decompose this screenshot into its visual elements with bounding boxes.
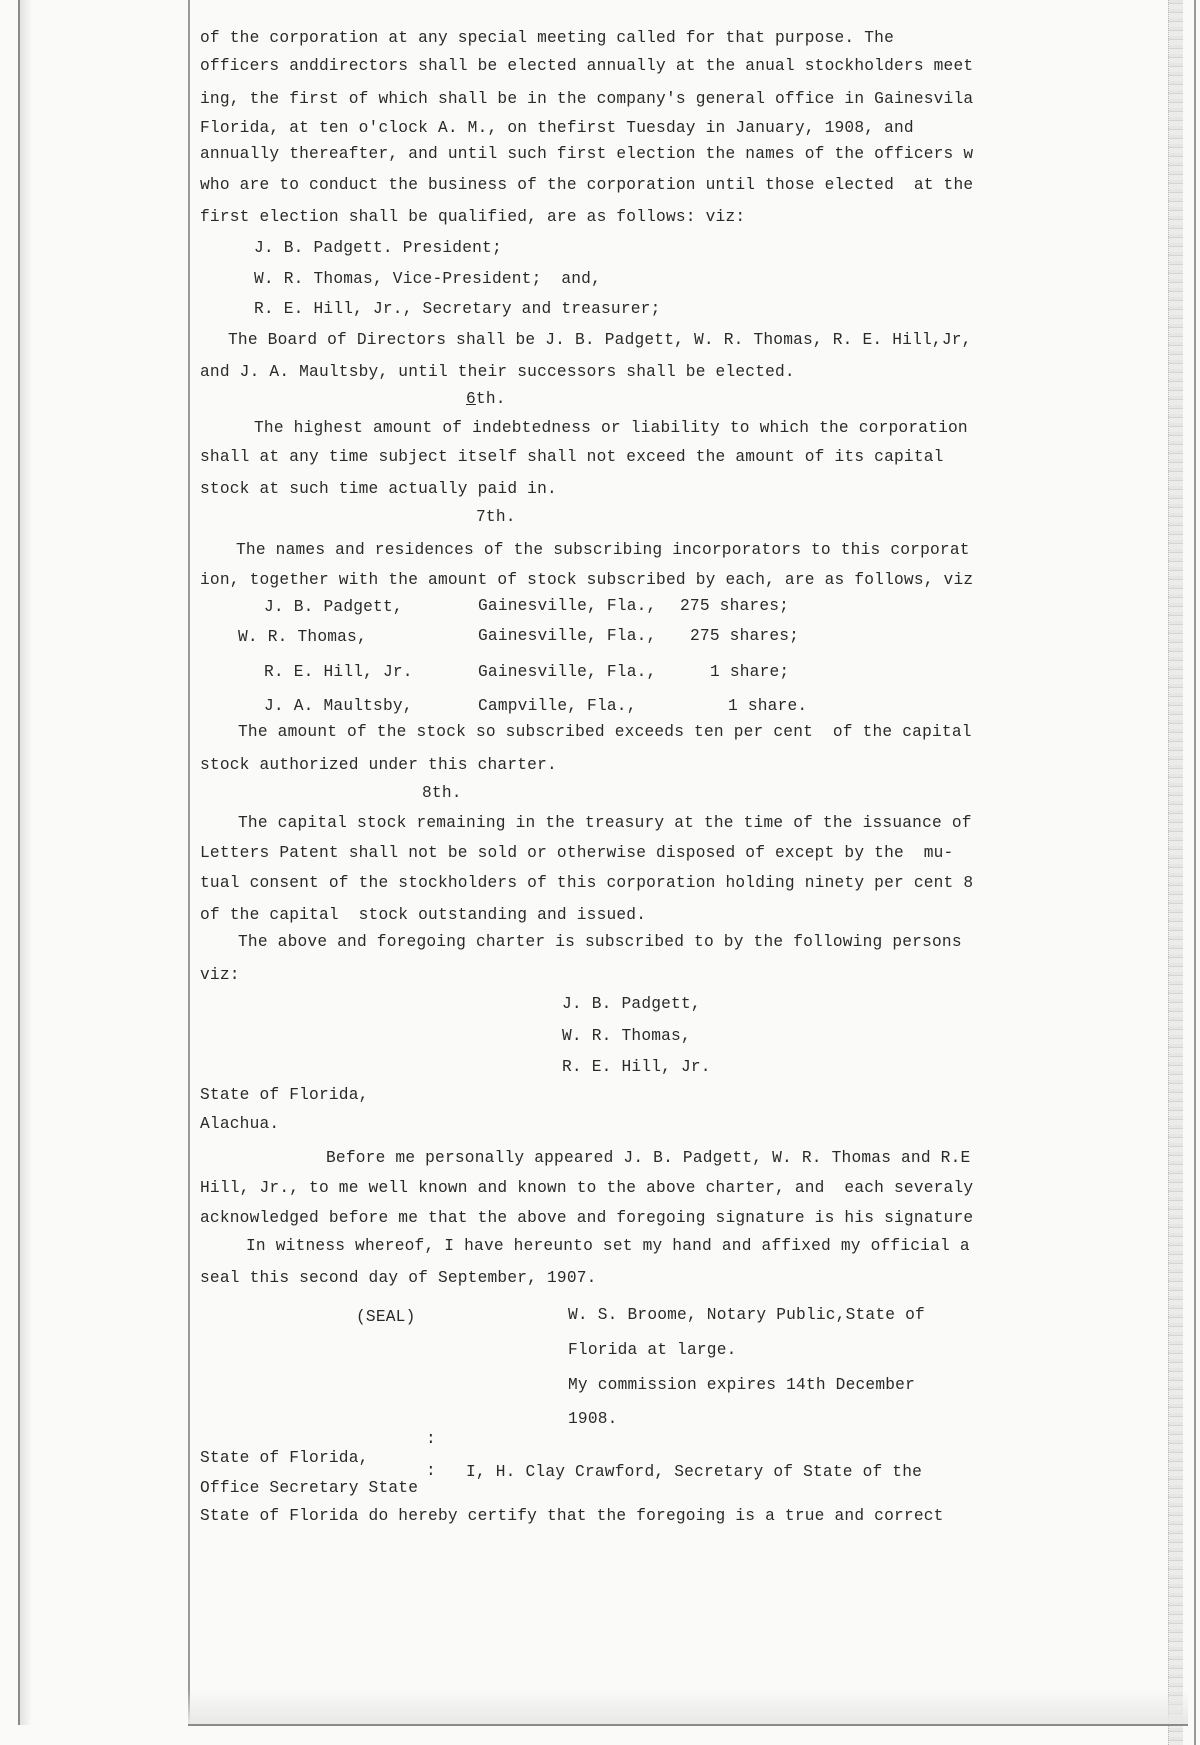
subscriber-shares: 275 shares; — [680, 597, 790, 615]
subscriber-shares: 275 shares; — [690, 627, 800, 645]
body-line: first election shall be qualified, are as follows: viz: — [200, 208, 746, 226]
body-line: The above and foregoing charter is subscribed to by the following persons — [238, 933, 962, 951]
signer-name: W. R. Thomas, — [562, 1027, 691, 1045]
notary-line: 1908. — [568, 1410, 618, 1428]
body-line: ing, the first of which shall be in the company's general office in Gainesvila — [200, 90, 974, 108]
subscriber-shares: 1 share. — [728, 697, 808, 715]
body-line: officers anddirectors shall be elected annually at the anual stockholders meet — [200, 57, 974, 75]
right-margin-rule — [1194, 0, 1196, 1745]
body-line: seal this second day of September, 1907. — [200, 1269, 597, 1287]
subscriber-residence: Gainesville, Fla., — [478, 597, 657, 615]
section-heading-6th — [466, 389, 506, 409]
body-line: tual consent of the stockholders of this corporation holding ninety per cent 8 — [200, 874, 974, 892]
binding-shadow — [20, 0, 32, 1725]
section-number: 6 — [466, 390, 476, 408]
body-line: The amount of the stock so subscribed exceeds ten per cent of the capital — [238, 723, 972, 741]
seal-mark: (SEAL) — [356, 1308, 416, 1326]
section-suffix: th. — [475, 390, 506, 408]
colon-separator: : — [426, 1430, 436, 1448]
subscriber-residence: Gainesville, Fla., — [478, 663, 657, 681]
subscriber-name: W. R. Thomas, — [238, 628, 367, 646]
subscriber-name: R. E. Hill, Jr. — [264, 663, 413, 681]
body-line: shall at any time subject itself shall not exceed the amount of its capital — [200, 448, 944, 466]
venue-line: Alachua. — [200, 1115, 280, 1133]
body-line: ion, together with the amount of stock subscribed by each, are as follows, viz — [200, 571, 974, 589]
directors-line: The Board of Directors shall be J. B. Padgett, W. R. Thomas, R. E. Hill,Jr, — [228, 331, 972, 349]
body-line: The names and residences of the subscribing incorporators to this corporat — [236, 541, 970, 559]
body-line: viz: — [200, 966, 240, 984]
body-line: Before me personally appeared J. B. Padgett, W. R. Thomas and R.E — [326, 1149, 971, 1167]
officer-line: R. E. Hill, Jr., Secretary and treasurer; — [254, 300, 661, 318]
page-edge-torn — [1168, 0, 1183, 1745]
subscriber-residence: Campville, Fla., — [478, 697, 637, 715]
subscriber-residence: Gainesville, Fla., — [478, 627, 657, 645]
body-line: In witness whereof, I have hereunto set my hand and affixed my official a — [246, 1237, 970, 1255]
signer-name: R. E. Hill, Jr. — [562, 1058, 711, 1076]
body-line: who are to conduct the business of the corporation until those elected at the — [200, 176, 974, 194]
body-line: annually thereafter, and until such first election the names of the officers w — [200, 145, 974, 163]
notary-line: W. S. Broome, Notary Public,State of — [568, 1306, 925, 1324]
body-line: of the capital stock outstanding and issued. — [200, 906, 647, 924]
section-heading-7th: 7th. — [476, 508, 516, 526]
signer-name: J. B. Padgett, — [562, 995, 701, 1013]
colon-separator: : — [426, 1462, 436, 1480]
venue-line: Office Secretary State — [200, 1479, 419, 1497]
body-line: Letters Patent shall not be sold or otherwise disposed of except by the mu- — [200, 844, 954, 862]
directors-line: and J. A. Maultsby, until their successors shall be elected. — [200, 363, 795, 381]
venue-line: State of Florida, — [200, 1086, 369, 1104]
officer-line: W. R. Thomas, Vice-President; and, — [254, 270, 601, 288]
subscriber-shares: 1 share; — [710, 663, 790, 681]
body-line: acknowledged before me that the above and foregoing signature is his signature — [200, 1209, 974, 1227]
page-bottom-shadow — [188, 1690, 1188, 1724]
section-heading-8th: 8th. — [422, 784, 462, 802]
subscriber-name: J. A. Maultsby, — [264, 697, 413, 715]
notary-line: Florida at large. — [568, 1341, 737, 1359]
body-line: of the corporation at any special meeting called for that purpose. The — [200, 29, 894, 47]
body-line: Florida, at ten o'clock A. M., on thefirst Tuesday in January, 1908, and — [200, 119, 914, 137]
body-line: stock authorized under this charter. — [200, 756, 557, 774]
body-line: State of Florida do hereby certify that the foregoing is a true and correct — [200, 1507, 944, 1525]
body-line: stock at such time actually paid in. — [200, 480, 557, 498]
body-line: The capital stock remaining in the treasury at the time of the issuance of — [238, 814, 972, 832]
body-line: I, H. Clay Crawford, Secretary of State of the — [466, 1463, 923, 1481]
left-margin-rule — [188, 0, 190, 1725]
subscriber-name: J. B. Padgett, — [264, 598, 403, 616]
body-line: Hill, Jr., to me well known and known to the above charter, and each severaly — [200, 1179, 974, 1197]
body-line: The highest amount of indebtedness or liability to which the corporation — [254, 419, 968, 437]
notary-line: My commission expires 14th December — [568, 1376, 915, 1394]
venue-line: State of Florida, — [200, 1449, 369, 1467]
bottom-margin-rule — [188, 1724, 1188, 1726]
officer-line: J. B. Padgett. President; — [254, 239, 502, 257]
